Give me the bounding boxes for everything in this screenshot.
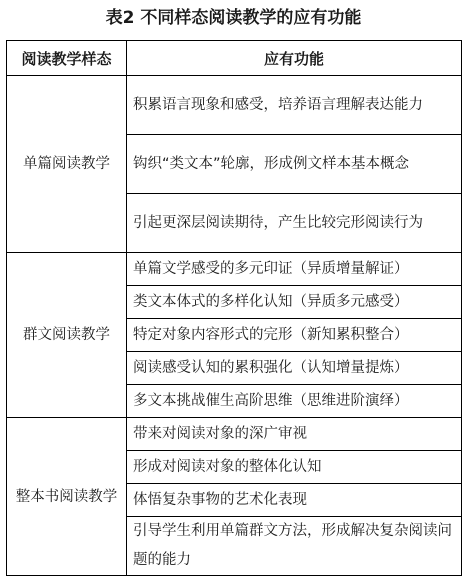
table-caption: 表2 不同样态阅读教学的应有功能 xyxy=(105,8,362,28)
category-single-text: 单篇阅读教学 xyxy=(7,76,127,253)
functions-table xyxy=(6,40,462,576)
header-style: 阅读教学样态 xyxy=(7,41,127,76)
function-cell: 体悟复杂事物的艺术化表现 xyxy=(127,484,462,517)
function-cell: 阅读感受认知的累积强化（认知增量提炼） xyxy=(127,352,462,385)
function-cell: 多文本挑战催生高阶思维（思维进阶演绎） xyxy=(127,385,462,418)
function-cell: 引导学生利用单篇群文方法，形成解决复杂阅读问题的能力 xyxy=(127,517,462,576)
table-row xyxy=(7,253,462,286)
function-cell: 特定对象内容形式的完形（新知累积整合） xyxy=(127,319,462,352)
function-cell: 单篇文学感受的多元印证（异质增量解证） xyxy=(127,253,462,286)
function-cell: 类文本体式的多样化认知（异质多元感受） xyxy=(127,286,462,319)
table-row xyxy=(7,418,462,451)
category-group-text: 群文阅读教学 xyxy=(7,253,127,418)
table-row xyxy=(7,76,462,135)
function-cell: 引起更深层阅读期待，产生比较完形阅读行为 xyxy=(127,194,462,253)
function-cell: 积累语言现象和感受，培养语言理解表达能力 xyxy=(127,76,462,135)
function-cell: 形成对阅读对象的整体化认知 xyxy=(127,451,462,484)
function-cell: 钩织“类文本”轮廓，形成例文样本基本概念 xyxy=(127,135,462,194)
category-whole-book: 整本书阅读教学 xyxy=(7,418,127,576)
function-cell: 带来对阅读对象的深广审视 xyxy=(127,418,462,451)
header-row xyxy=(7,41,462,76)
header-function: 应有功能 xyxy=(127,41,462,76)
